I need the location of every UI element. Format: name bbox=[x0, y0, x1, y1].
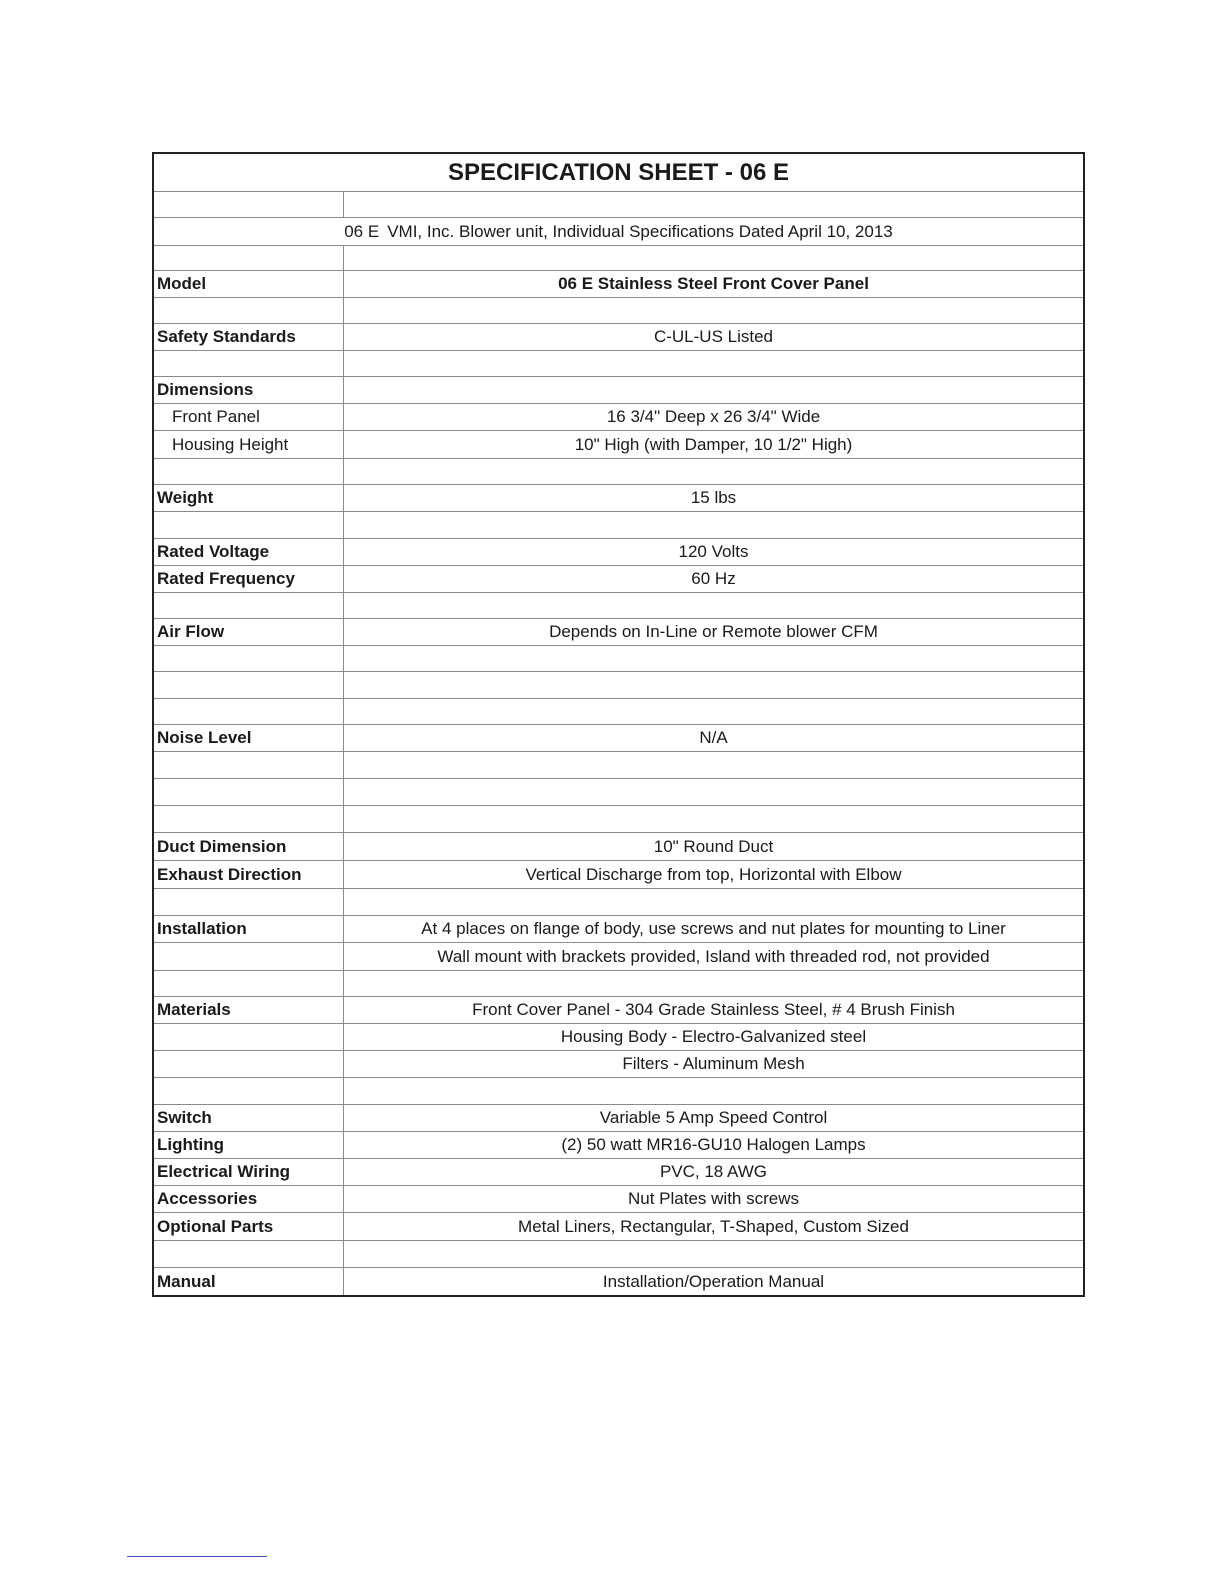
blank-label-cell bbox=[154, 779, 344, 805]
blank-value-cell bbox=[344, 1241, 1083, 1267]
spec-label: Weight bbox=[154, 485, 344, 511]
spec-label: Safety Standards bbox=[154, 324, 344, 350]
spec-row-duct-dimension bbox=[154, 833, 1083, 861]
spec-value: 60 Hz bbox=[691, 569, 736, 588]
spec-value: 15 lbs bbox=[690, 488, 737, 507]
blank-label-cell bbox=[154, 246, 344, 270]
blank-value-cell bbox=[344, 192, 1083, 217]
specification-sheet bbox=[152, 152, 1085, 1297]
blank-label-cell bbox=[154, 806, 344, 832]
spec-row-electrical-wiring bbox=[154, 1159, 1083, 1186]
blank-value-cell bbox=[344, 512, 1083, 538]
blank-value-cell bbox=[344, 646, 1083, 671]
blank-value-cell bbox=[344, 1078, 1083, 1104]
blank-value-cell bbox=[344, 459, 1083, 484]
spec-label: Manual bbox=[154, 1268, 344, 1295]
blank-value-cell bbox=[344, 806, 1083, 832]
spec-row-housing-height bbox=[154, 431, 1083, 459]
blank-label-cell bbox=[154, 351, 344, 376]
spec-value: Front Cover Panel - 304 Grade Stainless Steel, # 4 Brush Finish bbox=[472, 1000, 955, 1019]
spec-row-front-panel bbox=[154, 404, 1083, 431]
spec-value: 16 3/4" Deep x 26 3/4" Wide bbox=[606, 407, 821, 426]
blank-label-cell bbox=[154, 699, 344, 724]
spec-value bbox=[344, 377, 1083, 403]
blank-row bbox=[154, 298, 1083, 324]
spec-label bbox=[154, 943, 344, 970]
spec-value: C-UL-US Listed bbox=[653, 327, 774, 346]
blank-label-cell bbox=[154, 459, 344, 484]
spec-label: Housing Height bbox=[154, 431, 344, 458]
blank-row bbox=[154, 192, 1083, 218]
blank-row bbox=[154, 889, 1083, 916]
spec-label: Noise Level bbox=[154, 725, 344, 751]
blank-value-cell bbox=[344, 672, 1083, 698]
spec-label: Rated Frequency bbox=[154, 566, 344, 592]
spec-row-exhaust-direction bbox=[154, 861, 1083, 889]
sheet-subtitle-row bbox=[154, 218, 1083, 246]
spec-row-manual bbox=[154, 1268, 1083, 1295]
blank-label-cell bbox=[154, 1078, 344, 1104]
spec-label: Air Flow bbox=[154, 619, 344, 645]
spec-row-installation-continued bbox=[154, 943, 1083, 971]
spec-row-materials-filters bbox=[154, 1051, 1083, 1078]
spec-value: Variable 5 Amp Speed Control bbox=[599, 1108, 828, 1127]
spec-value: Vertical Discharge from top, Horizontal with Elbow bbox=[525, 864, 902, 884]
footer-link-underline bbox=[127, 1556, 267, 1557]
spec-label: Installation bbox=[154, 916, 344, 942]
subtitle-model-prefix: 06 E bbox=[344, 221, 380, 241]
blank-label-cell bbox=[154, 593, 344, 618]
spec-value: PVC, 18 AWG bbox=[659, 1162, 768, 1181]
spec-label: Accessories bbox=[154, 1186, 344, 1212]
spec-label: Duct Dimension bbox=[154, 833, 344, 860]
blank-value-cell bbox=[344, 699, 1083, 724]
spec-row-air-flow bbox=[154, 619, 1083, 646]
spec-row-safety-standards bbox=[154, 324, 1083, 351]
spec-label: Dimensions bbox=[154, 377, 344, 403]
blank-label-cell bbox=[154, 512, 344, 538]
blank-label-cell bbox=[154, 646, 344, 671]
blank-row bbox=[154, 752, 1083, 779]
blank-label-cell bbox=[154, 192, 344, 217]
spec-label: Electrical Wiring bbox=[154, 1159, 344, 1185]
blank-value-cell bbox=[344, 593, 1083, 618]
spec-value: At 4 places on flange of body, use screws and nut plates for mounting to Liner bbox=[421, 919, 1006, 938]
blank-row bbox=[154, 1078, 1083, 1105]
spec-value: Wall mount with brackets provided, Island with threaded rod, not provided bbox=[437, 946, 990, 966]
spec-value: 120 Volts bbox=[678, 542, 749, 561]
blank-row bbox=[154, 699, 1083, 725]
blank-label-cell bbox=[154, 889, 344, 915]
blank-value-cell bbox=[344, 298, 1083, 323]
spec-label: Optional Parts bbox=[154, 1213, 344, 1240]
spec-row-rated-voltage bbox=[154, 539, 1083, 566]
spec-label: Lighting bbox=[154, 1132, 344, 1158]
spec-value: 10" High (with Damper, 10 1/2" High) bbox=[574, 434, 853, 454]
spec-row-model bbox=[154, 271, 1083, 298]
spec-row-installation bbox=[154, 916, 1083, 943]
blank-row bbox=[154, 1241, 1083, 1268]
blank-label-cell bbox=[154, 298, 344, 323]
spec-row-switch bbox=[154, 1105, 1083, 1132]
spec-value: 10" Round Duct bbox=[653, 836, 774, 856]
spec-label: Materials bbox=[154, 997, 344, 1023]
spec-label: Exhaust Direction bbox=[154, 861, 344, 888]
sheet-title-row bbox=[154, 154, 1083, 192]
sheet-subtitle: VMI, Inc. Blower unit, Individual Specifications Dated April 10, 2013 bbox=[387, 221, 893, 241]
blank-row bbox=[154, 351, 1083, 377]
spec-label: Rated Voltage bbox=[154, 539, 344, 565]
spec-label: Front Panel bbox=[154, 404, 344, 430]
blank-row bbox=[154, 779, 1083, 806]
spec-row-materials bbox=[154, 997, 1083, 1024]
spec-value: Depends on In-Line or Remote blower CFM bbox=[549, 622, 878, 641]
spec-row-lighting bbox=[154, 1132, 1083, 1159]
spec-value: 06 E Stainless Steel Front Cover Panel bbox=[558, 274, 869, 293]
spec-label: Switch bbox=[154, 1105, 344, 1131]
blank-value-cell bbox=[344, 246, 1083, 270]
blank-label-cell bbox=[154, 1241, 344, 1267]
blank-label-cell bbox=[154, 752, 344, 778]
blank-label-cell bbox=[154, 672, 344, 698]
spec-row-accessories bbox=[154, 1186, 1083, 1213]
blank-row bbox=[154, 806, 1083, 833]
spec-row-weight bbox=[154, 485, 1083, 512]
blank-row bbox=[154, 512, 1083, 539]
spec-label bbox=[154, 1024, 344, 1050]
spec-value: Metal Liners, Rectangular, T-Shaped, Custom Sized bbox=[518, 1216, 909, 1236]
blank-row bbox=[154, 672, 1083, 699]
blank-value-cell bbox=[344, 889, 1083, 915]
blank-label-cell bbox=[154, 971, 344, 996]
blank-value-cell bbox=[344, 351, 1083, 376]
spec-value: Nut Plates with screws bbox=[628, 1189, 799, 1208]
blank-row bbox=[154, 971, 1083, 997]
spec-row-optional-parts bbox=[154, 1213, 1083, 1241]
spec-label: Model bbox=[154, 271, 344, 297]
spec-row-dimensions bbox=[154, 377, 1083, 404]
spec-value: Filters - Aluminum Mesh bbox=[622, 1054, 805, 1073]
blank-row bbox=[154, 646, 1083, 672]
spec-value: N/A bbox=[699, 728, 728, 747]
blank-value-cell bbox=[344, 779, 1083, 805]
spec-row-materials-housing bbox=[154, 1024, 1083, 1051]
blank-row bbox=[154, 459, 1083, 485]
spec-row-rated-frequency bbox=[154, 566, 1083, 593]
blank-row bbox=[154, 246, 1083, 271]
spec-label bbox=[154, 1051, 344, 1077]
blank-value-cell bbox=[344, 971, 1083, 996]
spec-value: Housing Body - Electro-Galvanized steel bbox=[560, 1027, 867, 1046]
blank-row bbox=[154, 593, 1083, 619]
spec-value: Installation/Operation Manual bbox=[602, 1271, 825, 1291]
blank-value-cell bbox=[344, 752, 1083, 778]
spec-value: (2) 50 watt MR16-GU10 Halogen Lamps bbox=[561, 1135, 866, 1154]
spec-row-noise-level bbox=[154, 725, 1083, 752]
sheet-title: SPECIFICATION SHEET - 06 E bbox=[448, 158, 789, 186]
